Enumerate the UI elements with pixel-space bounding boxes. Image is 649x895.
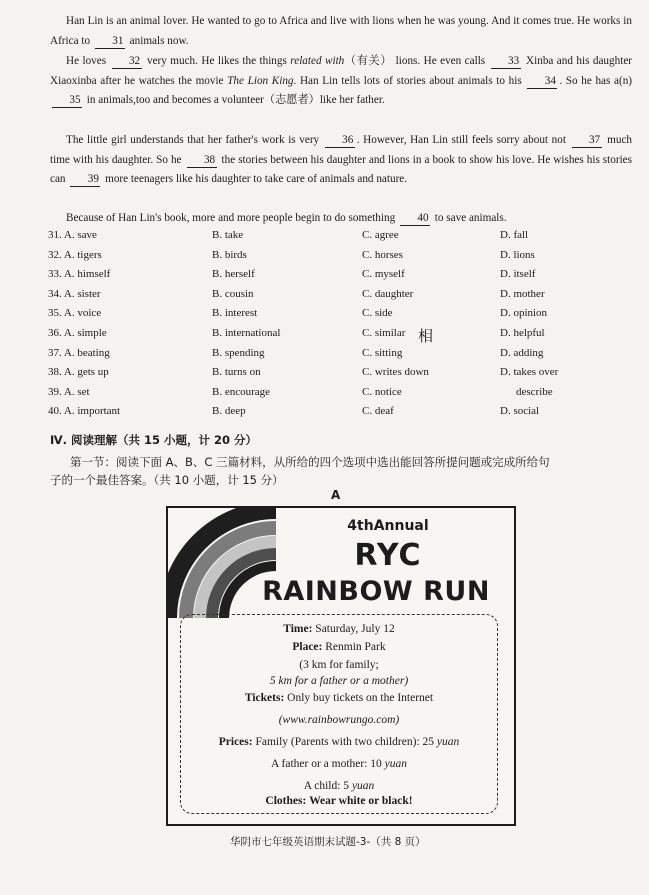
option-d: D. helpful [500, 327, 545, 339]
blank-34: 34 [527, 74, 557, 89]
option-row [48, 386, 638, 405]
instruction-line-2: 子的一个最佳答案。（共 10 小题，计 15 分） [50, 473, 284, 487]
tickets-line: Tickets: Only buy tickets on the Internet [244, 692, 434, 704]
option-row [48, 249, 638, 268]
option-a: 40. A. important [48, 405, 121, 418]
option-c: C. deaf [362, 405, 394, 418]
distance-line-1: (3 km for family; [299, 659, 379, 671]
option-d: D. lions [500, 248, 535, 261]
option-row [48, 307, 638, 326]
option-d: D. social [500, 405, 540, 418]
option-b: B. spending [212, 346, 265, 359]
option-d: describe [516, 385, 553, 398]
option-a: 35. A. voice [48, 307, 102, 320]
option-row [48, 327, 638, 346]
option-c: C. daughter [362, 287, 414, 300]
poster-title: RAINBOW RUN [262, 576, 490, 607]
option-row [48, 229, 638, 248]
poster-ryc: RYC [354, 538, 422, 573]
rainbow-run-poster [166, 506, 516, 826]
blank-37: 37 [572, 133, 602, 148]
time-line: Time: Saturday, July 12 [283, 623, 395, 635]
option-d: D. itself [500, 268, 536, 281]
page-footer: 华阴市七年级英语期末试题-3-（共 8 页） [230, 836, 426, 848]
option-c: C. sitting [362, 346, 403, 359]
passage-label: A [331, 488, 341, 502]
option-b: B. interest [212, 307, 258, 320]
blank-32: 32 [112, 54, 142, 69]
option-c: C. side [362, 307, 393, 320]
blank-36: 36 [325, 133, 355, 148]
paragraph-1: Han Lin is an animal lover. He wanted to go to Africa and live with lions when he was young. And it comes true. He works in Africa to 31 animals now. [50, 15, 632, 47]
paragraph-4: Because of Han Lin's book, more and more people begin to do something 40 to save animals. [66, 212, 507, 224]
option-b: B. encourage [212, 385, 271, 398]
option-c: C. myself [362, 268, 405, 281]
option-d: D. fall [500, 229, 529, 241]
option-c: C. notice [362, 385, 402, 398]
option-b: B. deep [212, 405, 246, 418]
option-b: B. take [212, 229, 244, 241]
blank-31: 31 [95, 34, 125, 49]
option-c: C. similar [362, 327, 406, 339]
blank-35: 35 [52, 93, 82, 108]
blank-33: 33 [491, 54, 521, 69]
paragraph-2: He loves 32 very much. He likes the things related with（有关） lions. He even calls 33 Xinba and his daughter Xiaoxinba after he watches the movie The Lion King. Han Lin tells lots of stories about animals to his 34 . So he has a(n) 35 in animals,too and becomes a volunteer（志愿者）like her father. [50, 55, 633, 107]
poster-details-box [180, 614, 498, 814]
option-row [48, 366, 638, 385]
place-line: Place: Renmin Park [292, 641, 386, 653]
option-a: 37. A. beating [48, 346, 110, 359]
option-c: C. writes down [362, 366, 429, 379]
option-a: 36. A. simple [48, 327, 107, 339]
option-c: C. agree [362, 229, 399, 241]
blank-39: 39 [70, 172, 100, 187]
option-d: D. opinion [500, 307, 548, 320]
prices-line: Prices: Family (Parents with two children): 25 yuan [218, 736, 460, 748]
distance-line-2: 5 km for a father or a mother) [269, 675, 409, 687]
option-a: 31. A. save [48, 229, 97, 241]
option-a: 34. A. sister [48, 287, 101, 300]
option-a: 33. A. himself [48, 268, 111, 281]
option-a: 32. A. tigers [48, 248, 102, 261]
option-row [48, 288, 638, 307]
option-d: D. adding [500, 346, 544, 359]
option-a: 39. A. set [48, 385, 90, 398]
option-row [48, 405, 638, 424]
price-parent-line: A father or a mother: 10 yuan [270, 758, 408, 770]
option-b: B. international [212, 327, 281, 339]
option-b: B. cousin [212, 287, 254, 300]
clothes-line: Clothes: Wear white or black! [265, 795, 413, 807]
option-b: B. herself [212, 268, 255, 281]
section-heading: Ⅳ. 阅读理解（共 15 小题，计 20 分） [50, 433, 258, 447]
option-row [48, 268, 638, 287]
blank-40: 40 [400, 211, 430, 226]
blank-38: 38 [187, 153, 217, 168]
poster-annual: 4thAnnual [347, 518, 429, 534]
website-line: (www.rainbowrungo.com) [278, 714, 400, 726]
handwritten-mark: 相 [418, 327, 434, 345]
instruction-line-1: 第一节：阅读下面 A、B、C 三篇材料，从所给的四个选项中选出能回答所提问题或完成所给句 [70, 455, 550, 469]
option-d: D. mother [500, 287, 545, 300]
option-c: C. horses [362, 248, 403, 261]
option-b: B. turns on [212, 366, 261, 379]
option-a: 38. A. gets up [48, 366, 109, 379]
price-child-line: A child: 5 yuan [303, 780, 375, 792]
option-d: D. takes over [500, 366, 559, 379]
option-row [48, 347, 638, 366]
option-b: B. birds [212, 248, 247, 261]
paragraph-3: The little girl understands that her father's work is very 36 . However, Han Lin still feels sorry about not 37 much time with his daughter. So he 38 the stories between his daughter and lions in a book to show his love. He wishes his stories can 39 more teenagers like his daughter to take care of animals and nature. [50, 134, 633, 186]
